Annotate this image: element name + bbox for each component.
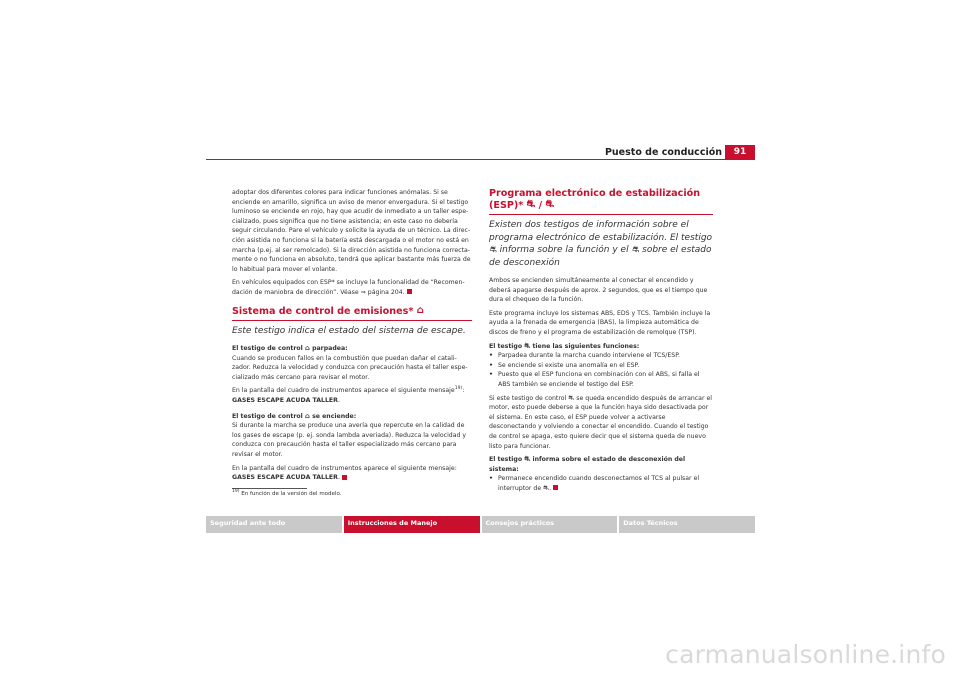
subheading: El testigo de control ⌂ parpadea: <box>232 344 348 353</box>
section-heading-emissions: Sistema de control de emisiones* ⌂ <box>232 306 472 321</box>
footnote-divider <box>232 488 307 489</box>
bullet-icon: • <box>489 361 493 369</box>
engine-icon: ⌂ <box>304 411 310 420</box>
paragraph: adoptar dos diferentes colores para indicar funciones anómalas. Si se enciende en amarillo, significa un aviso de menor envergadura. Si el testigo luminoso se enciende en rojo, hay que acudir de inmediato a un taller especializado, pues significa que no tiene asistencia; en este caso no debería seguir circulando. Pare el vehículo y solicite la ayuda de un técnico. La dirección asistida no funciona si la batería está descargada o el motor no está en marcha (p.ej. al ser remolcado). Si la dirección asistida no funciona correctamente o no funciona en absoluto, tendrá que aplicar bastante más fuerza de lo habitual para mover el volante. <box>232 189 471 273</box>
esp-off-icon: ⛐ <box>543 483 550 492</box>
tab-datos[interactable]: Datos Técnicos <box>619 516 755 533</box>
paragraph: Si este testigo de control ⛐ se queda encendido después de arrancar el motor, esto puede deberse a que la función haya sido desactivada por el sistema. En este caso, el ESP puede volver a activarse desconectando y volviendo a conectar el encendido. Cuando el testigo de control se apaga, esto quiere decir que el sistema queda de nuevo listo para funcionar. <box>489 393 713 450</box>
paragraph: Este programa incluye los sistemas ABS, EDS y TCS. También incluye la ayuda a la frenada de emergencia (BAS), la limpieza automática de discos de freno y el programa de estabilización de remolque (TSP). <box>489 309 711 336</box>
subheading: El testigo ⛐ tiene las siguientes funciones: <box>489 341 640 350</box>
end-marker <box>342 475 347 480</box>
paragraph: Ambos se encienden simultáneamente al conectar el encendido y deberá apagarse después de aprox. 2 segundos, que es el tiempo que dura el chequeo de la función. <box>489 277 708 304</box>
engine-icon: ⌂ <box>416 304 424 316</box>
esp-skid-icon: ⛐ <box>524 341 531 350</box>
end-marker <box>407 289 412 294</box>
esp-skid-icon: ⛐ <box>489 244 497 255</box>
footnote: $^{19)}$ En función de la versión del modelo. <box>232 489 342 497</box>
esp-skid-icon: ⛐ <box>568 393 575 402</box>
list-item: • Se enciende si existe una anomalía en el ESP. <box>489 361 640 369</box>
paragraph: Si durante la marcha se produce una avería que repercute en la calidad de los gases de escape (p. ej. sonda lambda averiada). Reduzca la velocidad y conduzca con precaución hasta el taller especializado más cercano para revisar el motor. <box>232 422 467 458</box>
footnote-ref[interactable]: 19) <box>454 386 463 392</box>
subheading: El testigo de control ⌂ se enciende: <box>232 411 357 420</box>
esp-off-icon: ⛐ <box>545 199 555 210</box>
list-item: • Permanece encendido cuando desconectamos el TCS al pulsar el interruptor de ⛐. <box>489 475 700 492</box>
esp-off-icon: ⛐ <box>524 455 531 464</box>
page-header-title: Puesto de conducción <box>604 147 722 158</box>
paragraph: En vehículos equipados con ESP* se incluye la funcionalidad de “Recomendación de maniobra de dirección”. Véase ⇒ página 204. <box>232 279 465 296</box>
section-heading-esp: Programa electrónico de estabilización (ESP)* ⛐ / ⛐ <box>489 188 713 215</box>
esp-skid-icon: ⛐ <box>526 199 536 210</box>
section-lead: Existen dos testigos de información sobre el programa electrónico de estabilización. El testigo ⛐ informa sobre la función y el ⛐ sobre el estado de desconexión <box>489 220 713 268</box>
list-item: • Parpadea durante la marcha cuando interviene el TCS/ESP. <box>489 352 680 360</box>
section-lead: Este testigo indica el estado del sistema de escape. <box>232 325 466 336</box>
end-marker <box>553 485 558 490</box>
paragraph: Cuando se producen fallos en la combustión que puedan dañar el catalizador. Reduzca la velocidad y conduzca con precaución hasta el taller especializado más cercano para revisar el motor. <box>232 354 468 381</box>
tab-seguridad[interactable]: Seguridad ante todo <box>206 516 342 533</box>
paragraph: En la pantalla del cuadro de instrumentos aparece el siguiente mensaje: GASES ESCAPE ACUDA TALLER. <box>232 464 457 482</box>
tab-consejos[interactable]: Consejos prácticos <box>482 516 618 533</box>
list-item: • Puesto que el ESP funciona en combinación con el ABS, si falla el ABS también se enciende el testigo del ESP. <box>489 371 700 388</box>
engine-icon: ⌂ <box>304 344 310 353</box>
left-column <box>232 188 472 487</box>
esp-off-icon: ⛐ <box>631 244 640 255</box>
header-divider <box>206 159 755 160</box>
subheading: El testigo ⛐ informa sobre el estado de desconexión del sistema: <box>489 455 686 473</box>
watermark: carmanualsonline.info <box>665 640 946 669</box>
bullet-icon: • <box>489 371 493 379</box>
page-number: 91 <box>725 145 755 160</box>
tab-instrucciones[interactable]: Instrucciones de Manejo <box>344 516 480 533</box>
footer-nav <box>206 516 755 533</box>
right-column <box>489 188 713 493</box>
bullet-icon: • <box>489 475 493 483</box>
paragraph: En la pantalla del cuadro de instrumentos aparece el siguiente mensaje$^{19)}$: GASES ESCAPE ACUDA TALLER. <box>232 386 465 404</box>
bullet-icon: • <box>489 352 493 360</box>
